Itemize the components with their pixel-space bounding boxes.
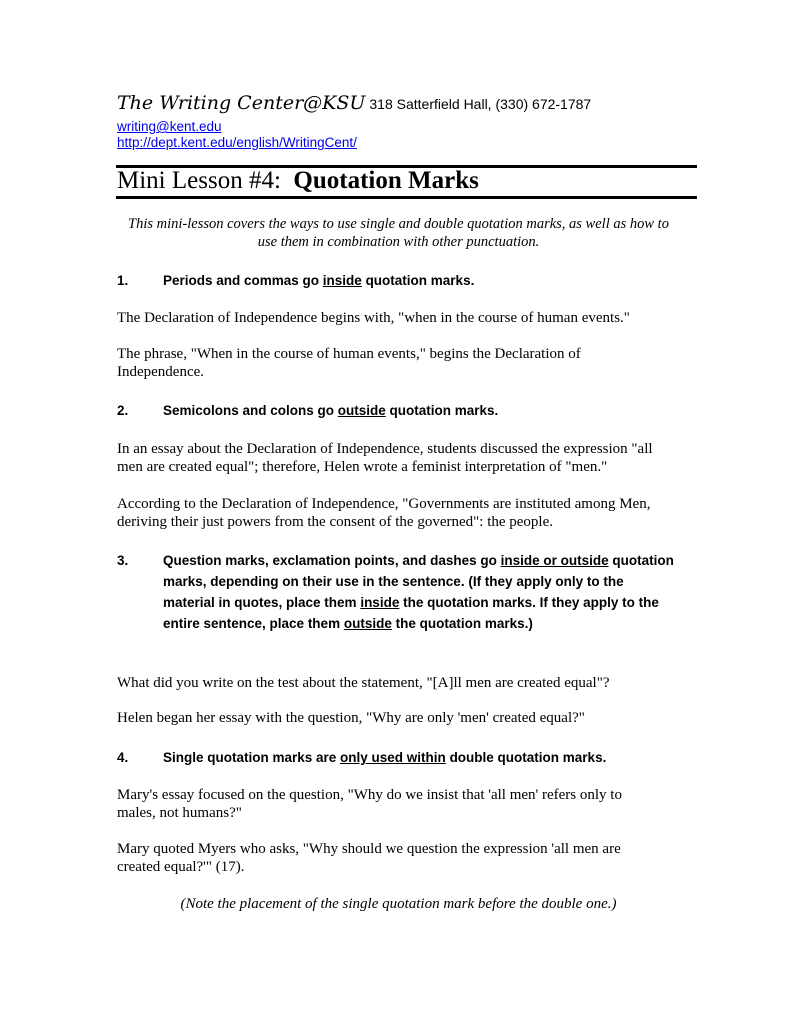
heading-segment: Question marks, exclamation points, and dashes go	[163, 553, 501, 568]
intro: This mini-lesson covers the ways to use single and double quotation marks, as well as how to use them in combination with other punctuation.	[128, 216, 669, 250]
heading-segment: Single quotation marks are	[163, 750, 341, 765]
heading-segment: quotation marks, depending on their use in the sentence. (If they apply only to the material in quotes, place them	[163, 553, 674, 610]
heading-segment: the quotation marks.)	[391, 616, 533, 631]
paragraph: Mary quoted Myers who asks, "Why should we question the expression 'all men are created equal?'" (17).	[117, 841, 621, 875]
website-link[interactable]: http://dept.kent.edu/english/WritingCent/	[117, 135, 357, 150]
heading-segment: double quotation marks.	[445, 750, 607, 765]
emphasis-underline: inside or outside	[500, 553, 609, 568]
section-number: 3.	[117, 553, 129, 568]
section-heading-text	[163, 270, 692, 291]
section-heading	[117, 400, 692, 421]
emphasis-underline: only used within	[340, 750, 446, 765]
section-heading	[117, 550, 677, 634]
section-heading-text	[163, 747, 692, 768]
page-title	[117, 167, 479, 195]
paragraph: Mary's essay focused on the question, "Why do we insist that 'all men' refers only to males, not humans?"	[117, 787, 622, 821]
letterhead	[117, 92, 591, 114]
emphasis-underline: outside	[343, 616, 392, 631]
section-number: 2.	[117, 403, 129, 418]
heading-segment: the quotation marks. If they apply to the entire sentence, place them	[163, 595, 659, 631]
note: (Note the placement of the single quotation mark before the double one.)	[180, 896, 617, 912]
email-link[interactable]: writing@kent.edu	[117, 119, 222, 134]
paragraph: What did you write on the test about the statement, "[A]ll men are created equal"?	[117, 675, 610, 691]
section-heading	[117, 747, 692, 768]
emphasis-underline: inside	[322, 273, 362, 288]
heading-segment: Semicolons and colons go	[163, 403, 338, 418]
heading-segment: Periods and commas go	[163, 273, 323, 288]
heading-segment: quotation marks.	[385, 403, 499, 418]
paragraph: The Declaration of Independence begins with, "when in the course of human events."	[117, 310, 630, 326]
section-heading	[117, 270, 692, 291]
section-heading-text	[163, 400, 692, 421]
title-prefix: Mini Lesson #4:	[117, 167, 281, 194]
section-heading-text	[163, 550, 677, 634]
emphasis-underline: inside	[360, 595, 400, 610]
emphasis-underline: outside	[337, 403, 386, 418]
address: 318 Satterfield Hall, (330) 672-1787	[369, 96, 592, 112]
heading-segment: quotation marks.	[361, 273, 475, 288]
org-name: The Writing Center@KSU	[117, 92, 366, 114]
bottom-rule	[116, 196, 697, 199]
section-number: 1.	[117, 273, 129, 288]
paragraph: In an essay about the Declaration of Independence, students discussed the expression "all men are created equal"; therefore, Helen wrote a feminist interpretation of "men."	[117, 441, 653, 475]
paragraph: According to the Declaration of Independence, "Governments are instituted among Men, deriving their just powers from the consent of the governed": the people.	[117, 496, 651, 530]
section-number: 4.	[117, 750, 129, 765]
paragraph: Helen began her essay with the question, "Why are only 'men' created equal?"	[117, 710, 585, 726]
paragraph: The phrase, "When in the course of human events," begins the Declaration of Independence.	[117, 346, 581, 380]
title-main: Quotation Marks	[293, 167, 479, 194]
